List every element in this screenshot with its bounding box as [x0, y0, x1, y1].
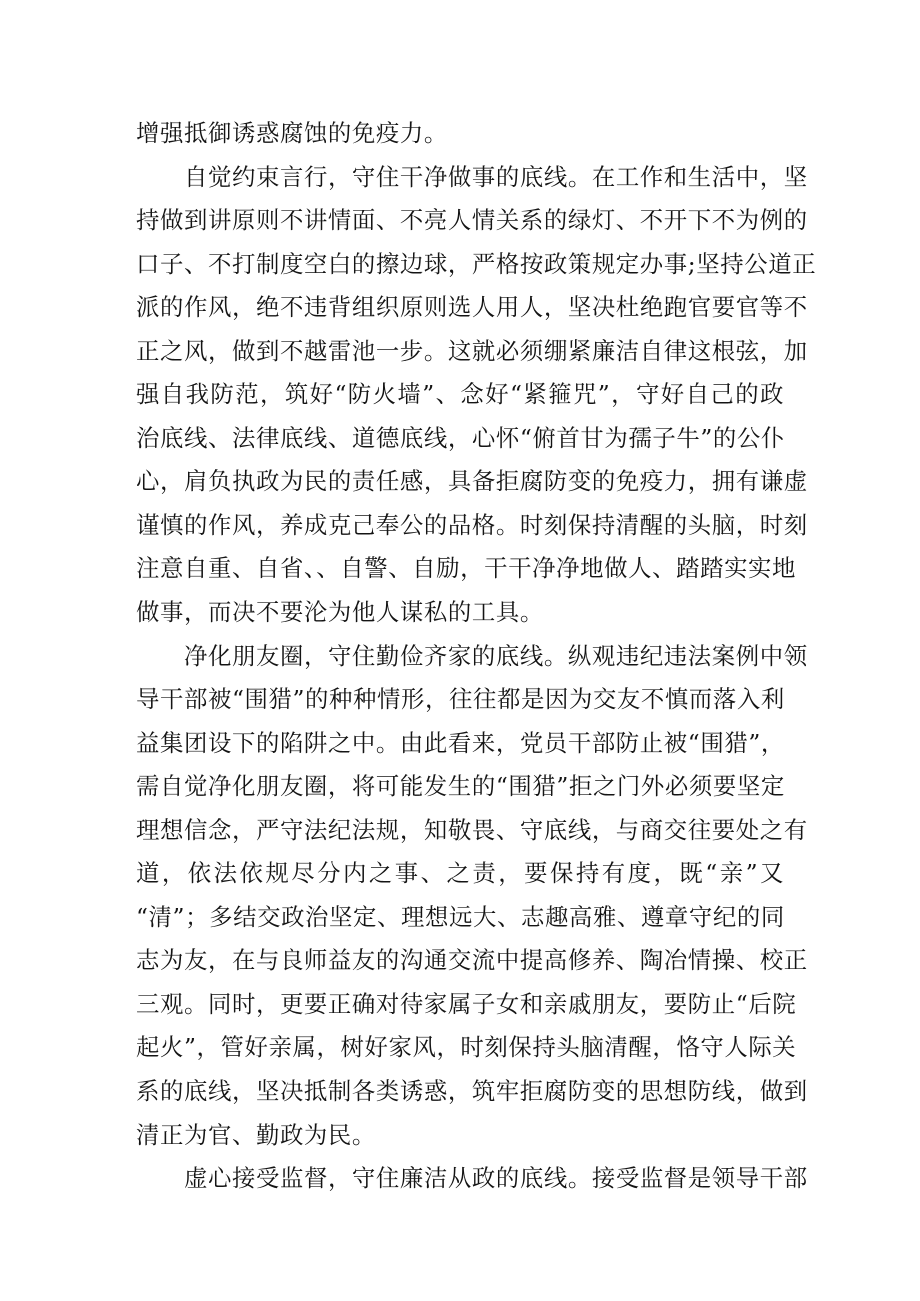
text-line: 派的作风，绝不违背组织原则选人用人，坚决杜绝跑官要官等不 [136, 293, 808, 322]
text-line: 注意自重、自省、、自警、自励，干干净净地做人、踏踏实实地 [136, 554, 797, 583]
text-line: 系的底线，坚决抵制各类诱惑，筑牢拒腐防变的思想防线，做到 [136, 1077, 808, 1106]
text-line: 理想信念，严守法纪法规，知敬畏、守底线，与商交往要处之有 [136, 815, 808, 844]
body-text [136, 112, 817, 1201]
text-line: 增强抵御诱惑腐蚀的免疫力。 [136, 119, 448, 147]
text-line: 心，肩负执政为民的责任感，具备拒腐防变的免疫力，拥有谦虚 [136, 467, 808, 496]
text-line: 净化朋友圈，守住勤俭齐家的底线。纵观违纪违法案例中领 [184, 641, 808, 670]
text-line: 正之风，做到不越雷池一步。这就必须绷紧廉洁自律这根弦，加 [136, 336, 808, 365]
text-line: 谨慎的作风，养成克己奉公的品格。时刻保持清醒的头脑，时刻 [136, 510, 808, 539]
text-line: 起火”，管好亲属，树好家风，时刻保持头脑清醒，恪守人际关 [136, 1033, 797, 1062]
text-line: 道，依法依规尽分内之事、之责，要保持有度，既“亲”又 [136, 859, 784, 888]
text-line: 口子、不打制度空白的擦边球，严格按政策规定办事;坚持公道正 [136, 249, 817, 278]
text-line: 导干部被“围猎”的种种情形，往往都是因为交友不慎而落入利 [136, 685, 785, 714]
text-line: 三观。同时，更要正确对待家属子女和亲戚朋友，要防止“后院 [136, 989, 797, 1018]
text-line: 做事，而决不要沦为他人谋私的工具。 [136, 598, 544, 627]
text-line: 持做到讲原则不讲情面、不亮人情关系的绿灯、不开下不为例的 [136, 206, 808, 235]
text-line: 治底线、法律底线、道德底线，心怀“俯首甘为孺子牛”的公仆 [136, 423, 785, 452]
text-line: 益集团设下的陷阱之中。由此看来，党员干部防止被“围猎”， [136, 728, 785, 757]
text-line: 虚心接受监督，守住廉洁从政的底线。接受监督是领导干部 [184, 1164, 808, 1193]
text-line: 自觉约束言行，守住干净做事的底线。在工作和生活中，坚 [184, 162, 808, 191]
text-line: 清正为官、勤政为民。 [136, 1120, 376, 1149]
text-line: 需自觉净化朋友圈，将可能发生的“围猎”拒之门外必须要坚定 [136, 772, 785, 801]
text-line: 志为友，在与良师益友的沟通交流中提高修养、陶冶情操、校正 [136, 946, 808, 975]
text-line: 强自我防范，筑好“防火墙”、念好“紧箍咒”，守好自己的政 [136, 380, 784, 409]
text-line: “清”；多结交政治坚定、理想远大、志趣高雅、遵章守纪的同 [136, 902, 785, 931]
